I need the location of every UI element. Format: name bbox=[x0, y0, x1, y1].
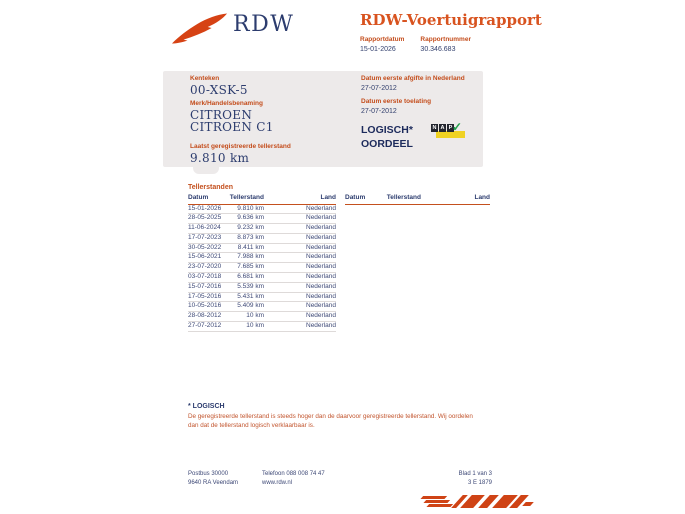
cell-datum: 23-07-2020 bbox=[188, 263, 222, 271]
tellerstanden-section-title: Tellerstanden bbox=[188, 184, 233, 191]
footer-website: www.rdw.nl bbox=[262, 480, 293, 486]
vehicle-summary-box bbox=[163, 71, 483, 167]
report-meta bbox=[360, 36, 471, 53]
footer-address-line2: 9640 RA Veendam bbox=[188, 480, 239, 486]
tellerstanden-tables bbox=[188, 194, 490, 332]
cell-land: Nederland bbox=[306, 243, 336, 251]
report-date-label: Rapportdatum bbox=[360, 36, 405, 43]
cell-datum: 17-07-2023 bbox=[188, 233, 222, 241]
cell-tellerstand: 5.431 km bbox=[237, 292, 264, 300]
cell-datum: 28-08-2012 bbox=[188, 312, 222, 320]
table-header-row bbox=[345, 194, 490, 205]
cell-land: Nederland bbox=[306, 263, 336, 271]
table-row bbox=[188, 302, 336, 312]
cell-land: Nederland bbox=[306, 302, 336, 310]
table-row bbox=[188, 224, 336, 234]
cell-tellerstand: 8.411 km bbox=[237, 243, 264, 251]
cell-land: Nederland bbox=[306, 312, 336, 320]
afgifte-value: 27-07-2012 bbox=[361, 85, 397, 92]
cell-land: Nederland bbox=[306, 322, 336, 330]
stripe bbox=[424, 500, 450, 503]
cell-tellerstand: 9.636 km bbox=[237, 214, 264, 222]
cell-datum: 27-07-2012 bbox=[188, 322, 222, 330]
kenteken-value: 00-XSK-5 bbox=[190, 83, 248, 97]
nap-letter-n: N bbox=[432, 125, 437, 131]
cell-tellerstand: 5.539 km bbox=[237, 282, 264, 290]
report-number-label: Rapportnummer bbox=[420, 36, 471, 43]
cell-datum: 15-06-2021 bbox=[188, 253, 222, 261]
oordeel-line1: LOGISCH* bbox=[361, 124, 413, 136]
cell-tellerstand: 9.810 km bbox=[237, 204, 264, 212]
laatste-tellerstand-label: Laatst geregistreerde tellerstand bbox=[190, 142, 291, 150]
kenteken-label: Kenteken bbox=[190, 75, 220, 82]
rdw-wordmark: RDW bbox=[233, 12, 295, 37]
cell-land: Nederland bbox=[306, 204, 336, 212]
cell-tellerstand: 9.232 km bbox=[237, 224, 264, 232]
cell-datum: 28-05-2025 bbox=[188, 214, 222, 222]
rdw-logo-icon bbox=[171, 10, 229, 46]
footer-phone: Telefoon 088 008 74 47 bbox=[262, 471, 325, 477]
cell-tellerstand: 8.873 km bbox=[237, 233, 264, 241]
table-row bbox=[188, 214, 336, 224]
nap-letter-p: P bbox=[448, 125, 453, 131]
stripe bbox=[421, 496, 447, 499]
toelating-value: 27-07-2012 bbox=[361, 108, 397, 115]
footnote-text: De geregistreerde tellerstand is steeds hoger dan de daarvoor geregistreerde tellerstand. Wij oordelen dan dat de tellerstand logisch verklaarbaar is. bbox=[188, 413, 473, 429]
column-header-land: Land bbox=[474, 194, 490, 201]
afgifte-label: Datum eerste afgifte in Nederland bbox=[361, 75, 465, 82]
cell-land: Nederland bbox=[306, 273, 336, 281]
tellerstanden-table-right bbox=[345, 194, 490, 332]
cell-datum: 11-06-2024 bbox=[188, 224, 221, 232]
cell-tellerstand: 7.988 km bbox=[237, 253, 264, 261]
rdw-stripes-graphic-icon bbox=[420, 493, 535, 513]
nap-letter-a: A bbox=[440, 125, 445, 131]
footer-form-code: 3 E 1879 bbox=[467, 480, 492, 486]
merk-value: CITROEN CITROEN C1 bbox=[190, 107, 274, 134]
footer-page-info bbox=[420, 470, 492, 488]
table-header-row bbox=[188, 194, 336, 205]
column-header-land: Land bbox=[320, 194, 336, 201]
table-body bbox=[188, 205, 336, 332]
table-row bbox=[188, 205, 336, 215]
table-row bbox=[188, 283, 336, 293]
nap-checkmark-icon: ✓ bbox=[452, 120, 463, 134]
cell-land: Nederland bbox=[306, 233, 336, 241]
cell-tellerstand: 7.685 km bbox=[237, 263, 264, 271]
stripe bbox=[522, 502, 534, 506]
table-row bbox=[188, 273, 336, 283]
report-number-block bbox=[420, 36, 471, 53]
cell-land: Nederland bbox=[306, 224, 336, 232]
cell-datum: 03-07-2018 bbox=[188, 273, 222, 281]
table-row bbox=[188, 244, 336, 254]
cell-land: Nederland bbox=[306, 214, 336, 222]
table-row bbox=[188, 234, 336, 244]
report-title: RDW-Voertuigrapport bbox=[360, 11, 542, 29]
table-row bbox=[188, 322, 336, 332]
stripe-gap bbox=[487, 495, 503, 508]
column-header-tellerstand: Tellerstand bbox=[229, 194, 264, 201]
cell-land: Nederland bbox=[306, 292, 336, 300]
footer-page-number: Blad 1 van 3 bbox=[458, 471, 492, 477]
cell-tellerstand: 5.409 km bbox=[237, 302, 264, 310]
laatste-tellerstand-value: 9.810 km bbox=[190, 150, 250, 165]
stripe bbox=[427, 504, 453, 507]
oordeel-line2: OORDEEL bbox=[361, 137, 413, 150]
toelating-label: Datum eerste toelating bbox=[361, 98, 432, 105]
cell-tellerstand: 10 km bbox=[246, 312, 264, 320]
cell-land: Nederland bbox=[306, 253, 336, 261]
footer-contact bbox=[262, 470, 325, 488]
cell-datum: 30-05-2022 bbox=[188, 243, 222, 251]
cell-datum: 10-05-2016 bbox=[188, 302, 222, 310]
tellerstanden-table-left bbox=[188, 194, 336, 332]
cell-tellerstand: 6.681 km bbox=[237, 273, 264, 281]
cell-tellerstand: 10 km bbox=[246, 322, 264, 330]
footer-address bbox=[188, 470, 238, 488]
logisch-footnote bbox=[188, 403, 473, 431]
table-row bbox=[188, 293, 336, 303]
cell-datum: 17-05-2016 bbox=[188, 292, 222, 300]
footnote-title: * LOGISCH bbox=[188, 403, 225, 410]
merk-label: Merk/Handelsbenaming bbox=[190, 99, 263, 107]
cell-datum: 15-07-2016 bbox=[188, 282, 222, 290]
table-row bbox=[188, 253, 336, 263]
column-header-datum: Datum bbox=[345, 194, 366, 201]
nap-logo-icon bbox=[431, 120, 469, 140]
report-number-value: 30.346.683 bbox=[420, 45, 456, 53]
column-header-tellerstand: Tellerstand bbox=[386, 194, 421, 201]
column-header-datum: Datum bbox=[188, 194, 209, 201]
summary-left-column bbox=[190, 75, 350, 164]
table-row bbox=[188, 312, 336, 322]
cell-land: Nederland bbox=[306, 282, 336, 290]
stripe-gap bbox=[473, 495, 489, 508]
footer-address-line1: Postbus 30000 bbox=[188, 471, 229, 477]
report-date-block bbox=[360, 36, 404, 53]
table-row bbox=[188, 263, 336, 273]
cell-datum: 15-01-2026 bbox=[188, 204, 222, 212]
report-date-value: 15-01-2026 bbox=[360, 45, 396, 53]
summary-box-tab bbox=[193, 167, 219, 174]
